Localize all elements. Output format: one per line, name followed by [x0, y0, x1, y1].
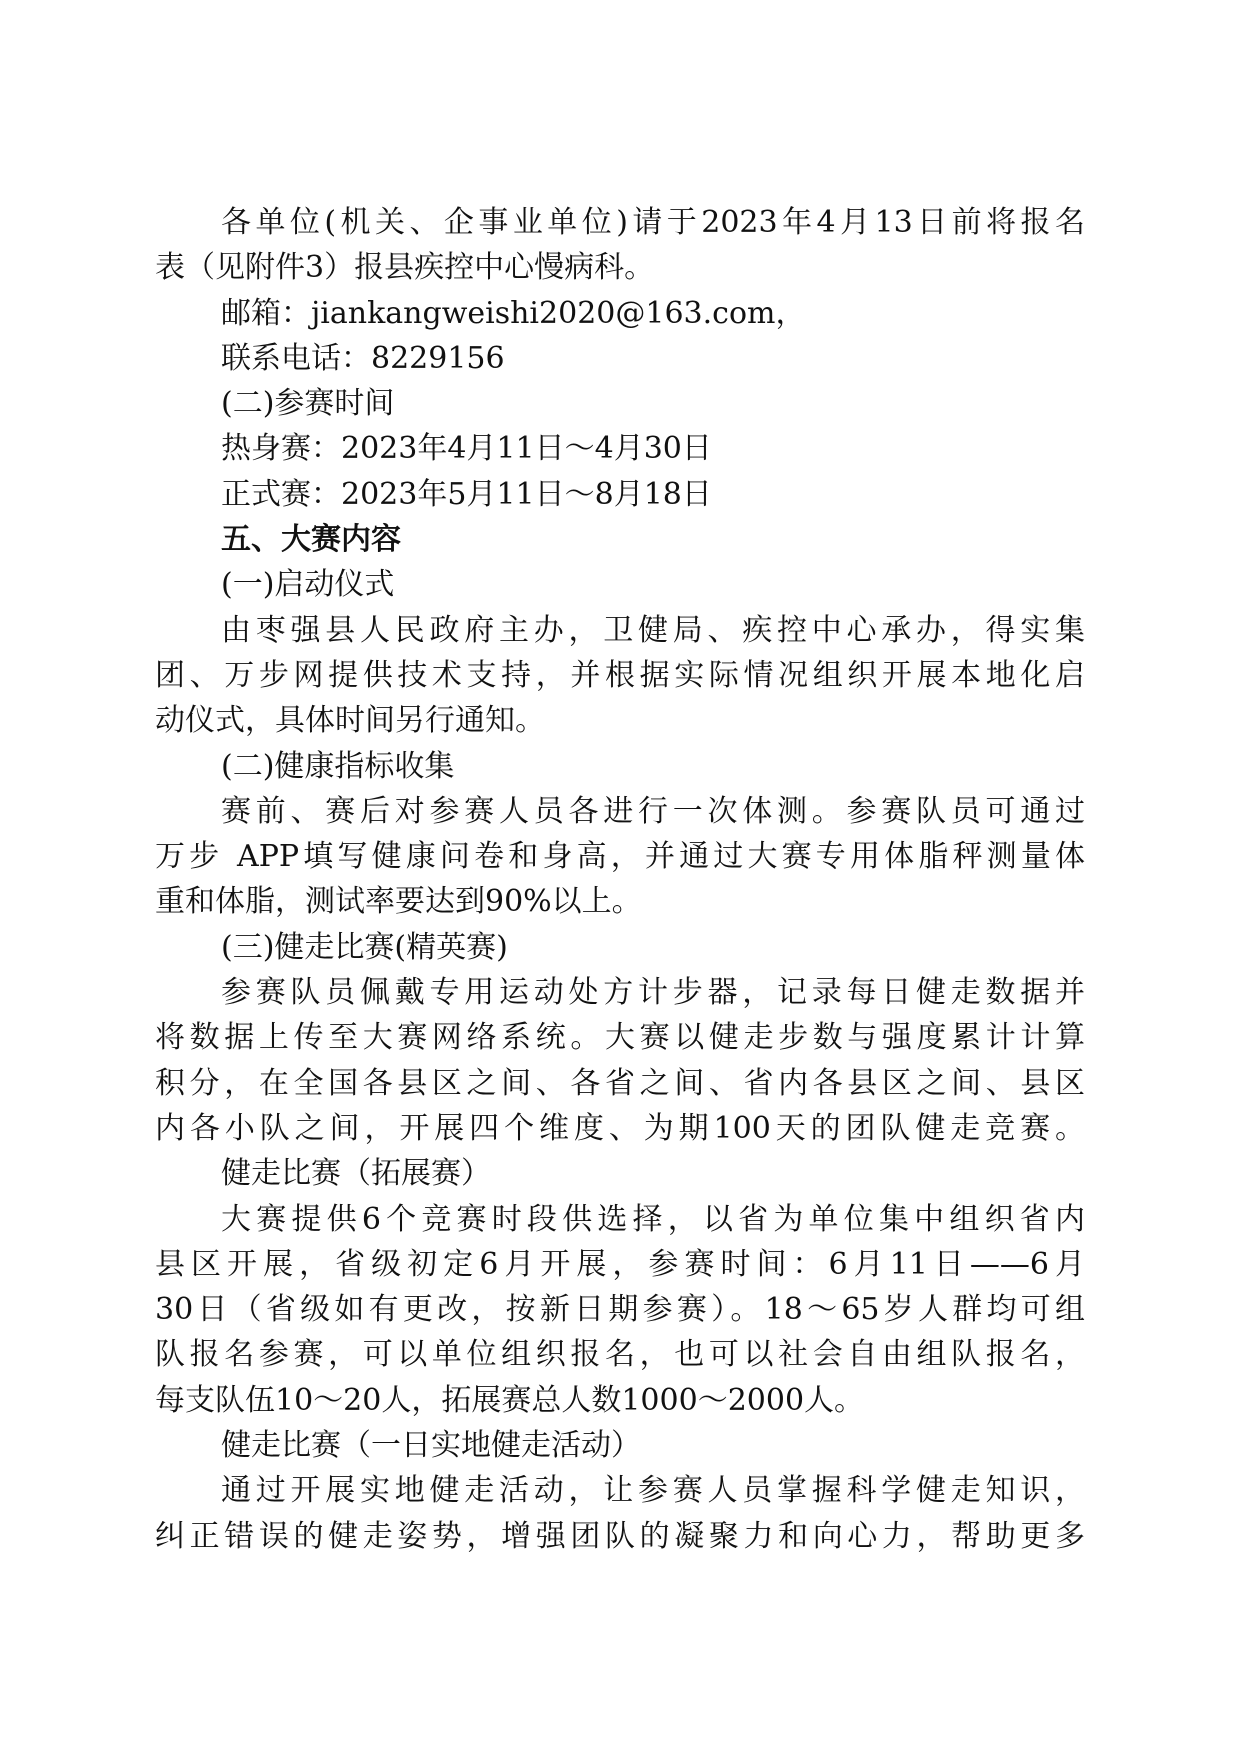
text-line: (二)健康指标收集 — [221, 748, 455, 784]
text-line: 万步 APP填写健康问卷和身高，并通过大赛专用体脂秤测量体 — [155, 839, 1085, 875]
text-line: 各单位(机关、企事业单位)请于2023年4月13日前将报名 — [221, 205, 1085, 240]
text-line: 县区开展，省级初定6月开展，参赛时间：6月11日——6月 — [155, 1246, 1085, 1282]
text-line: 大赛提供6个竞赛时段供选择，以省为单位集中组织省内 — [221, 1201, 1085, 1237]
text-line: 内各小队之间，开展四个维度、为期100天的团队健走竞赛。 — [155, 1110, 1085, 1146]
text-line: 热身赛：2023年4月11日～4月30日 — [221, 431, 712, 467]
text-line: 每支队伍10～20人，拓展赛总人数1000～2000人。 — [155, 1382, 865, 1418]
text-line: 积分，在全国各县区之间、各省之间、省内各县区之间、县区 — [155, 1065, 1085, 1101]
text-line: 邮箱：jiankangweishi2020@163.com， — [221, 295, 806, 331]
text-line: 纠正错误的健走姿势，增强团队的凝聚力和向心力，帮助更多 — [155, 1518, 1085, 1554]
section-heading: 五、大赛内容 — [221, 522, 401, 558]
text-line: 赛前、赛后对参赛人员各进行一次体测。参赛队员可通过 — [221, 793, 1085, 829]
text-line: 由枣强县人民政府主办，卫健局、疾控中心承办，得实集 — [221, 612, 1085, 648]
text-line: 队报名参赛，可以单位组织报名，也可以社会自由组队报名， — [155, 1337, 1085, 1373]
text-line: 通过开展实地健走活动，让参赛人员掌握科学健走知识， — [221, 1473, 1085, 1509]
text-line: 正式赛：2023年5月11日～8月18日 — [221, 476, 712, 512]
text-line: 团、万步网提供技术支持，并根据实际情况组织开展本地化启 — [155, 657, 1085, 693]
text-line: 30日（省级如有更改，按新日期参赛）。18～65岁人群均可组 — [155, 1292, 1085, 1328]
text-line: 表（见附件3）报县疾控中心慢病科。 — [155, 250, 655, 286]
text-line: 联系电话：8229156 — [221, 340, 505, 376]
document-page — [155, 200, 1085, 1559]
text-line: 参赛队员佩戴专用运动处方计步器，记录每日健走数据并 — [221, 975, 1085, 1011]
text-line: 将数据上传至大赛网络系统。大赛以健走步数与强度累计计算 — [155, 1020, 1085, 1056]
text-line: 健走比赛（一日实地健走活动） — [221, 1428, 641, 1464]
text-line: 重和体脂，测试率要达到90%以上。 — [155, 884, 642, 920]
text-line: (一)启动仪式 — [221, 567, 395, 603]
text-line: (二)参赛时间 — [221, 386, 395, 422]
text-line: 健走比赛（拓展赛） — [221, 1156, 491, 1192]
text-line: 动仪式，具体时间另行通知。 — [155, 703, 545, 739]
text-line: (三)健走比赛(精英赛) — [221, 929, 508, 965]
